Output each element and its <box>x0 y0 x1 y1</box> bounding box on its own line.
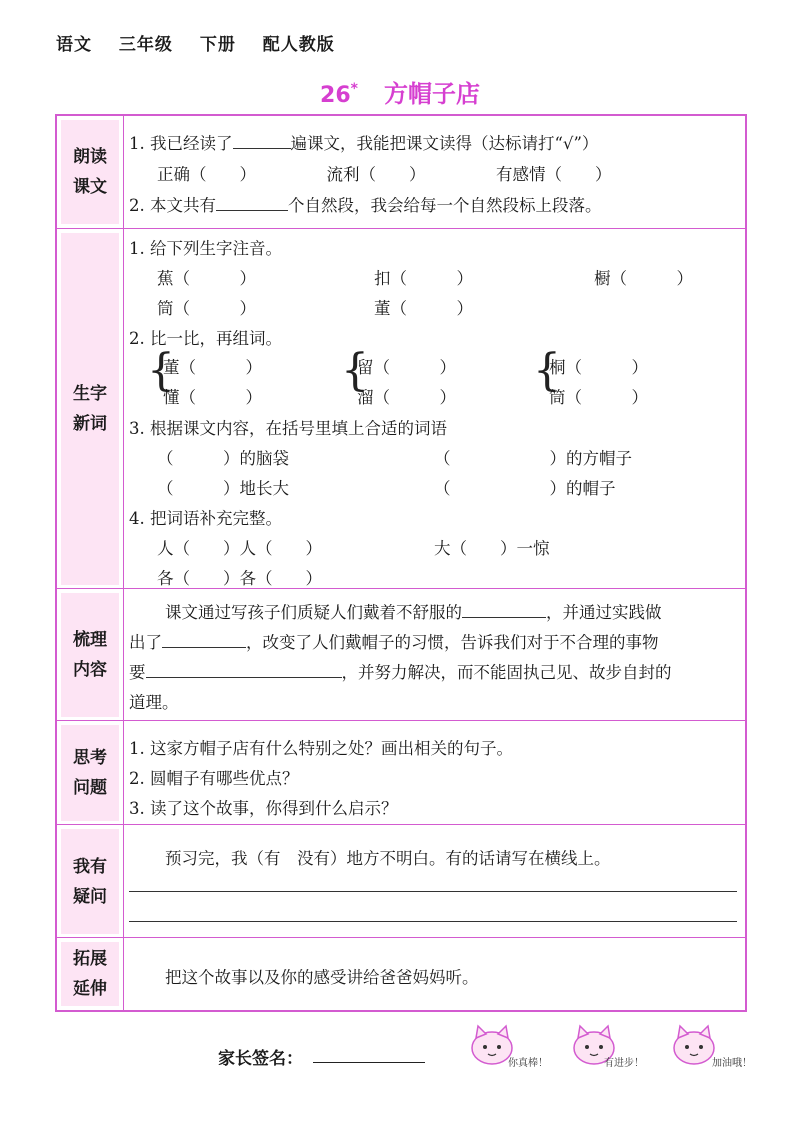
edition: 配人教版 <box>262 35 335 55</box>
sticker-caption: 加油哦！ <box>712 1058 752 1069</box>
idiom-blank[interactable]: 大（ ）一惊 <box>434 539 550 558</box>
sticker-great <box>462 1020 548 1072</box>
lesson-mark: * <box>350 81 358 97</box>
pinyin-blank[interactable]: 董（ ） <box>374 299 473 318</box>
words-q3: 3. 根据课文内容，在括号里填上合适的词语 <box>129 419 447 438</box>
subject: 语文 <box>56 35 92 55</box>
reading-options <box>157 161 612 185</box>
compare-blank[interactable]: 留（ ） <box>357 358 456 377</box>
answer-blank[interactable] <box>233 134 291 149</box>
idiom-blank[interactable]: 各（ ）各（ ） <box>157 569 322 588</box>
pinyin-blank[interactable]: 筒（ ） <box>157 299 256 318</box>
fill-blank[interactable]: （ ）的方帽子 <box>434 449 632 468</box>
answer-blank[interactable] <box>462 603 546 618</box>
volume: 下册 <box>199 35 236 55</box>
row-label: 梳理 内容 <box>61 593 119 717</box>
reading-line-1: 1. 我已经读了 遍课文，我能把课文读得（达标请打“√”） <box>129 134 599 153</box>
row-reading <box>57 116 745 229</box>
option-fluent[interactable]: 流利（ ） <box>326 165 426 184</box>
grade: 三年级 <box>118 35 173 55</box>
writing-line[interactable] <box>129 891 737 892</box>
words-q4: 4. 把词语补充完整。 <box>129 509 282 528</box>
compare-blank[interactable]: 筒（ ） <box>549 388 648 407</box>
pinyin-blank[interactable]: 扣（ ） <box>374 269 473 288</box>
lesson-name: 方帽子店 <box>383 80 480 108</box>
sticker-caption: 有进步！ <box>604 1058 644 1069</box>
sticker-keepgoing <box>668 1020 750 1072</box>
compare-blank[interactable]: 董（ ） <box>163 358 262 377</box>
question-3: 3. 读了这个故事，你得到什么启示？ <box>129 799 398 818</box>
words-q2: 2. 比一比，再组词。 <box>129 329 282 348</box>
lesson-number: 26 <box>320 83 351 108</box>
row-extension <box>57 938 745 1010</box>
worksheet-table <box>55 114 747 1012</box>
fill-blank[interactable]: （ ）的脑袋 <box>157 449 289 468</box>
question-2: 2. 圆帽子有哪些优点？ <box>129 769 299 788</box>
row-label: 拓展 延伸 <box>61 942 119 1006</box>
parent-signature-line[interactable] <box>313 1062 425 1063</box>
doubts-prompt: 预习完，我（有 没有）地方不明白。有的话请写在横线上。 <box>165 849 611 868</box>
words-q1: 1. 给下列生字注音。 <box>129 239 282 258</box>
answer-blank[interactable] <box>216 196 288 211</box>
parent-signature-label: 家长签名： <box>218 1049 303 1069</box>
brace-icon: { <box>341 345 369 396</box>
idiom-blank[interactable]: 人（ ）人（ ） <box>157 539 322 558</box>
pinyin-blank[interactable]: 橱（ ） <box>594 269 693 288</box>
answer-blank[interactable] <box>146 663 342 678</box>
page-header <box>56 30 355 55</box>
writing-line[interactable] <box>129 921 737 922</box>
row-summary <box>57 589 745 721</box>
fill-blank[interactable]: （ ）的帽子 <box>434 479 616 498</box>
row-doubts <box>57 825 745 938</box>
row-questions <box>57 721 745 825</box>
extension-text: 把这个故事以及你的感受讲给爸爸妈妈听。 <box>165 968 479 987</box>
summary-line-3: 要 ，并努力解决，而不能固执己见、故步自封的 <box>129 663 672 682</box>
fill-blank[interactable]: （ ）地长大 <box>157 479 289 498</box>
pinyin-blank[interactable]: 蕉（ ） <box>157 269 256 288</box>
row-words <box>57 229 745 589</box>
compare-blank[interactable]: 桐（ ） <box>549 358 648 377</box>
answer-blank[interactable] <box>162 633 246 648</box>
row-label: 思考 问题 <box>61 725 119 821</box>
summary-line-4: 道理。 <box>129 693 179 712</box>
sticker-caption: 你真棒！ <box>508 1058 548 1069</box>
brace-icon: { <box>147 345 175 396</box>
compare-blank[interactable]: 溜（ ） <box>357 388 456 407</box>
row-label: 我有 疑问 <box>61 829 119 934</box>
question-1: 1. 这家方帽子店有什么特别之处？画出相关的句子。 <box>129 739 513 758</box>
compare-blank[interactable]: 懂（ ） <box>163 388 262 407</box>
summary-line-2: 出了 ，改变了人们戴帽子的习惯，告诉我们对于不合理的事物 <box>129 633 659 652</box>
lesson-title <box>0 74 800 109</box>
option-expressive[interactable]: 有感情（ ） <box>496 165 612 184</box>
brace-icon: { <box>533 345 561 396</box>
row-label: 生字 新词 <box>61 233 119 585</box>
reading-line-2: 2. 本文共有 个自然段，我会给每一个自然段标上段落。 <box>129 196 602 215</box>
summary-line-1: 课文通过写孩子们质疑人们戴着不舒服的 ，并通过实践做 <box>165 603 662 622</box>
sticker-progress <box>566 1020 648 1072</box>
option-correct[interactable]: 正确（ ） <box>157 165 256 184</box>
row-label: 朗读 课文 <box>61 120 119 224</box>
